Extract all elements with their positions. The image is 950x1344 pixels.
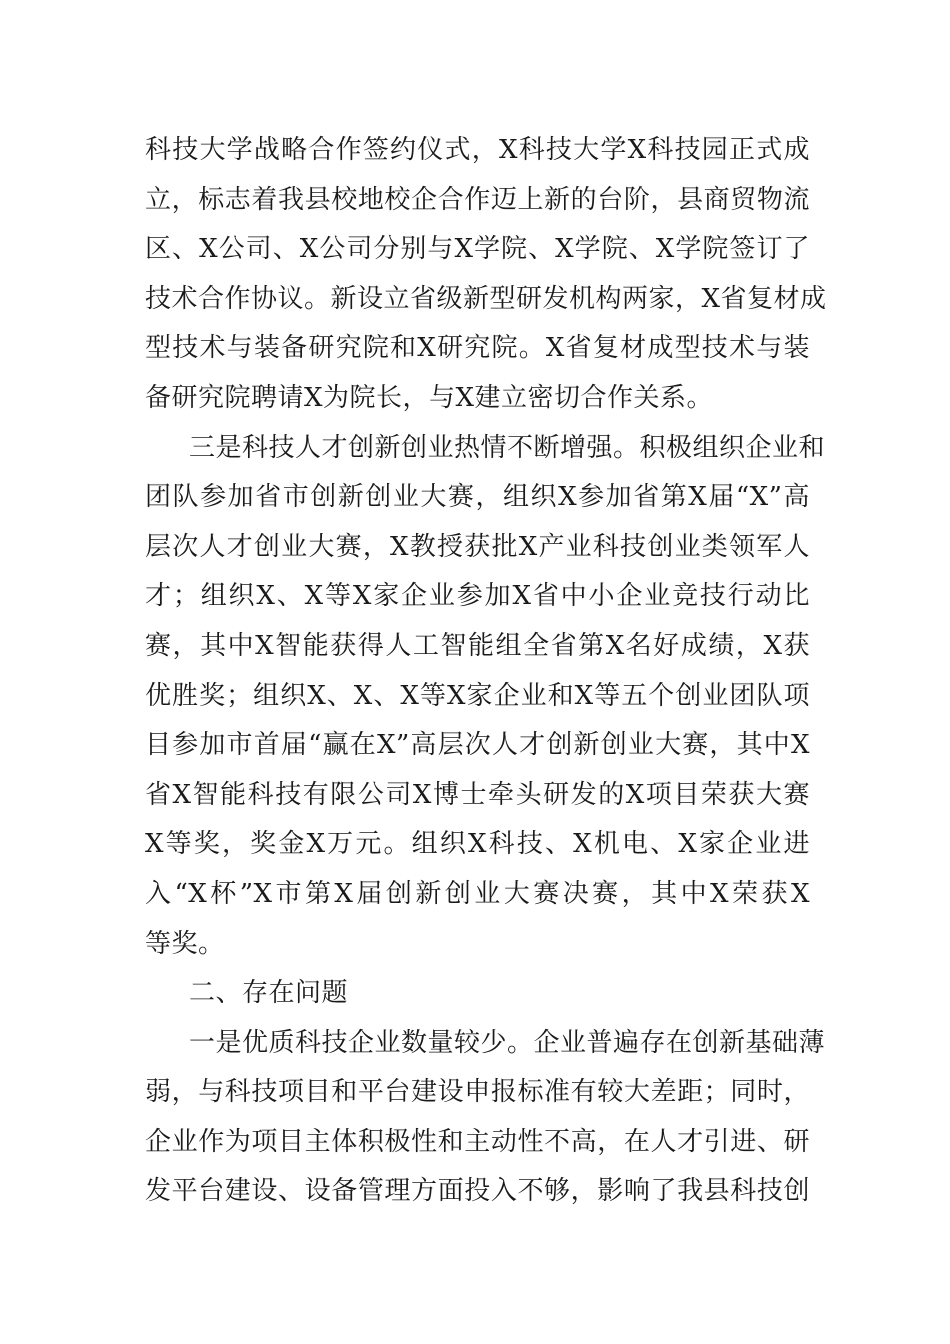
- text-line: 等奖。: [145, 928, 225, 959]
- text-line: 优胜奖；组织X、X、X等X家企业和X等五个创业团队项: [145, 680, 810, 711]
- body-text: [145, 126, 827, 1217]
- text-line: 赛，其中X智能获得人工智能组全省第X名好成绩，X获: [145, 630, 810, 661]
- section-heading: 二、存在问题: [189, 978, 349, 1009]
- text-line: 才；组织X、X等X家企业参加X省中小企业竞技行动比: [145, 581, 810, 612]
- text-line: 技术合作协议。新设立省级新型研发机构两家，X省复材成: [145, 283, 827, 314]
- text-line: 团队参加省市创新创业大赛，组织X参加省第X届“X”高: [145, 482, 810, 513]
- text-line: 省X智能科技有限公司X博士牵头研发的X项目荣获大赛: [145, 779, 810, 810]
- text-line: X等奖，奖金X万元。组织X科技、X机电、X家企业进: [145, 829, 810, 860]
- paragraph-start-line: 一是优质科技企业数量较少。企业普遍存在创新基础薄: [189, 1027, 826, 1058]
- text-line: 科技大学战略合作签约仪式，X科技大学X科技园正式成: [145, 135, 810, 165]
- text-line: 企业作为项目主体积极性和主动性不高，在人才引进、研: [145, 1126, 810, 1157]
- text-line: 型技术与装备研究院和X研究院。X省复材成型技术与装: [145, 333, 810, 364]
- text-line: 备研究院聘请X为院长，与X建立密切合作关系。: [145, 382, 714, 413]
- text-line: 目参加市首届“赢在X”高层次人才创新创业大赛，其中X: [145, 730, 810, 761]
- text-line: 发平台建设、设备管理方面投入不够，影响了我县科技创: [145, 1176, 810, 1207]
- text-line: 层次人才创业大赛，X教授获批X产业科技创业类领军人: [145, 531, 810, 562]
- text-line: 入“X杯”X市第X届创新创业大赛决赛，其中X荣获X: [145, 878, 810, 909]
- text-line: 弱，与科技项目和平台建设申报标准有较大差距；同时，: [145, 1077, 810, 1108]
- paragraph-start-line: 三是科技人才创新创业热情不断增强。积极组织企业和: [189, 432, 826, 463]
- text-line: 立，标志着我县校地校企合作迈上新的台阶，县商贸物流: [145, 184, 810, 215]
- text-line: 区、X公司、X公司分别与X学院、X学院、X学院签订了: [145, 234, 810, 265]
